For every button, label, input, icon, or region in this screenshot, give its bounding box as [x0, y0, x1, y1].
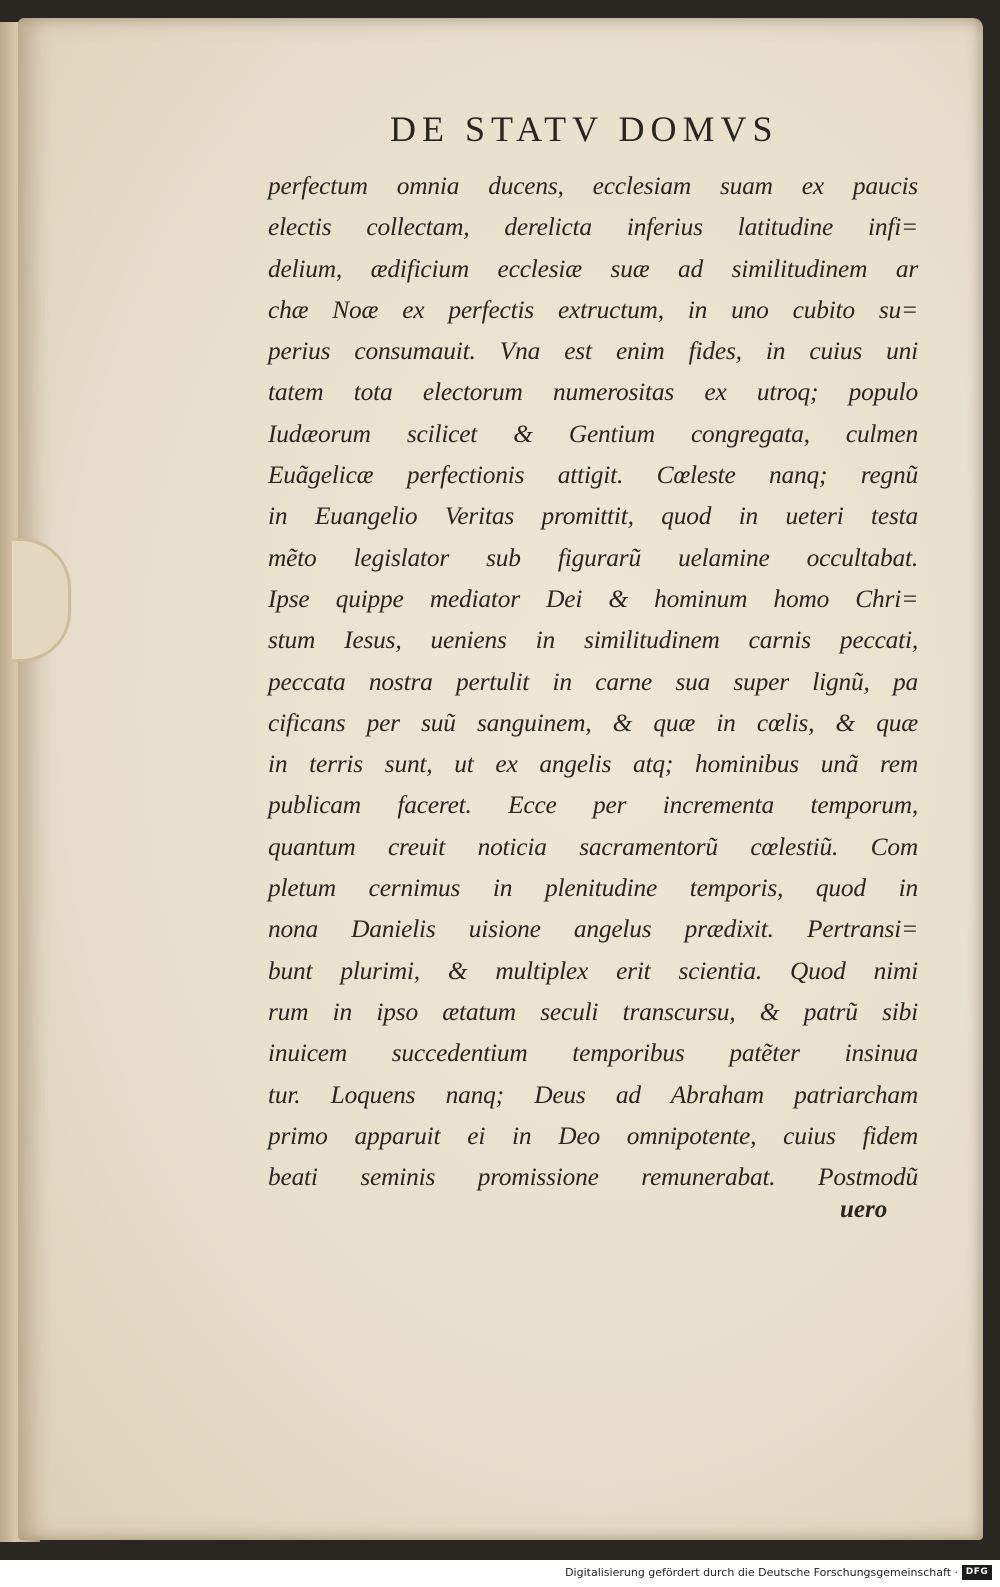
text-line: perius consumauit. Vna est enim fides, in cuius uni	[268, 337, 918, 366]
text-line: perfectum omnia ducens, ecclesiam suam ex paucis	[268, 172, 918, 200]
text-line: in Euangelio Veritas promittit, quod in ueteri testa	[268, 502, 918, 531]
dfg-logo-icon: DFG	[962, 1565, 992, 1580]
text-line: electis collectam, derelicta inferius latitudine infi=	[268, 213, 918, 242]
text-line: Euãgelicæ perfectionis attigit. Cœleste nanq; regnũ	[268, 461, 918, 490]
text-line: cificans per suũ sanguinem, & quæ in cœlis, & quæ	[268, 708, 918, 737]
text-line: publicam faceret. Ecce per incrementa temporum,	[268, 791, 918, 820]
text-line: rum in ipso ætatum seculi transcursu, & patrũ sibi	[268, 997, 918, 1026]
text-line: beati seminis promissione remunerabat. Postmodũ	[268, 1163, 918, 1192]
running-head: DE STATV DOMVS	[390, 109, 779, 149]
text-line: peccata nostra pertulit in carne sua super lignũ, pa	[268, 667, 918, 696]
page-clasp-tab	[12, 538, 71, 662]
text-line: inuicem succedentium temporibus patẽter insinua	[268, 1039, 918, 1068]
text-line: pletum cernimus in plenitudine temporis, quod in	[268, 874, 918, 903]
text-line: stum Iesus, ueniens in similitudinem carnis peccati,	[268, 626, 918, 655]
text-line: quantum creuit noticia sacramentorũ cœlestiũ. Com	[268, 832, 918, 861]
footer-credit: Digitalisierung gefördert durch die Deutsche Forschungsgemeinschaft ·	[565, 1566, 958, 1579]
text-line: primo apparuit ei in Deo omnipotente, cuius fidem	[268, 1121, 918, 1150]
text-line: tur. Loquens nanq; Deus ad Abraham patriarcham	[268, 1080, 918, 1109]
text-line: chæ Noæ ex perfectis extructum, in uno cubito su=	[268, 295, 918, 324]
footer-bar	[0, 1560, 1000, 1587]
text-line: nona Danielis uisione angelus prædixit. Pertransi=	[268, 915, 918, 944]
text-line: Iudæorum scilicet & Gentium congregata, culmen	[268, 419, 918, 448]
text-line: in terris sunt, ut ex angelis atq; hominibus unã rem	[268, 750, 918, 779]
text-line: Ipse quippe mediator Dei & hominum homo Chri=	[268, 584, 918, 613]
body-text	[268, 166, 918, 1198]
text-line: mẽto legislator sub figurarũ uelamine occultabat.	[268, 543, 918, 572]
text-line: delium, ædificium ecclesiæ suæ ad similitudinem ar	[268, 254, 918, 283]
text-line: tatem tota electorum numerositas ex utroq; populo	[268, 378, 918, 407]
text-line: bunt plurimi, & multiplex erit scientia. Quod nimi	[268, 956, 918, 985]
catchword: uero	[840, 1196, 888, 1223]
